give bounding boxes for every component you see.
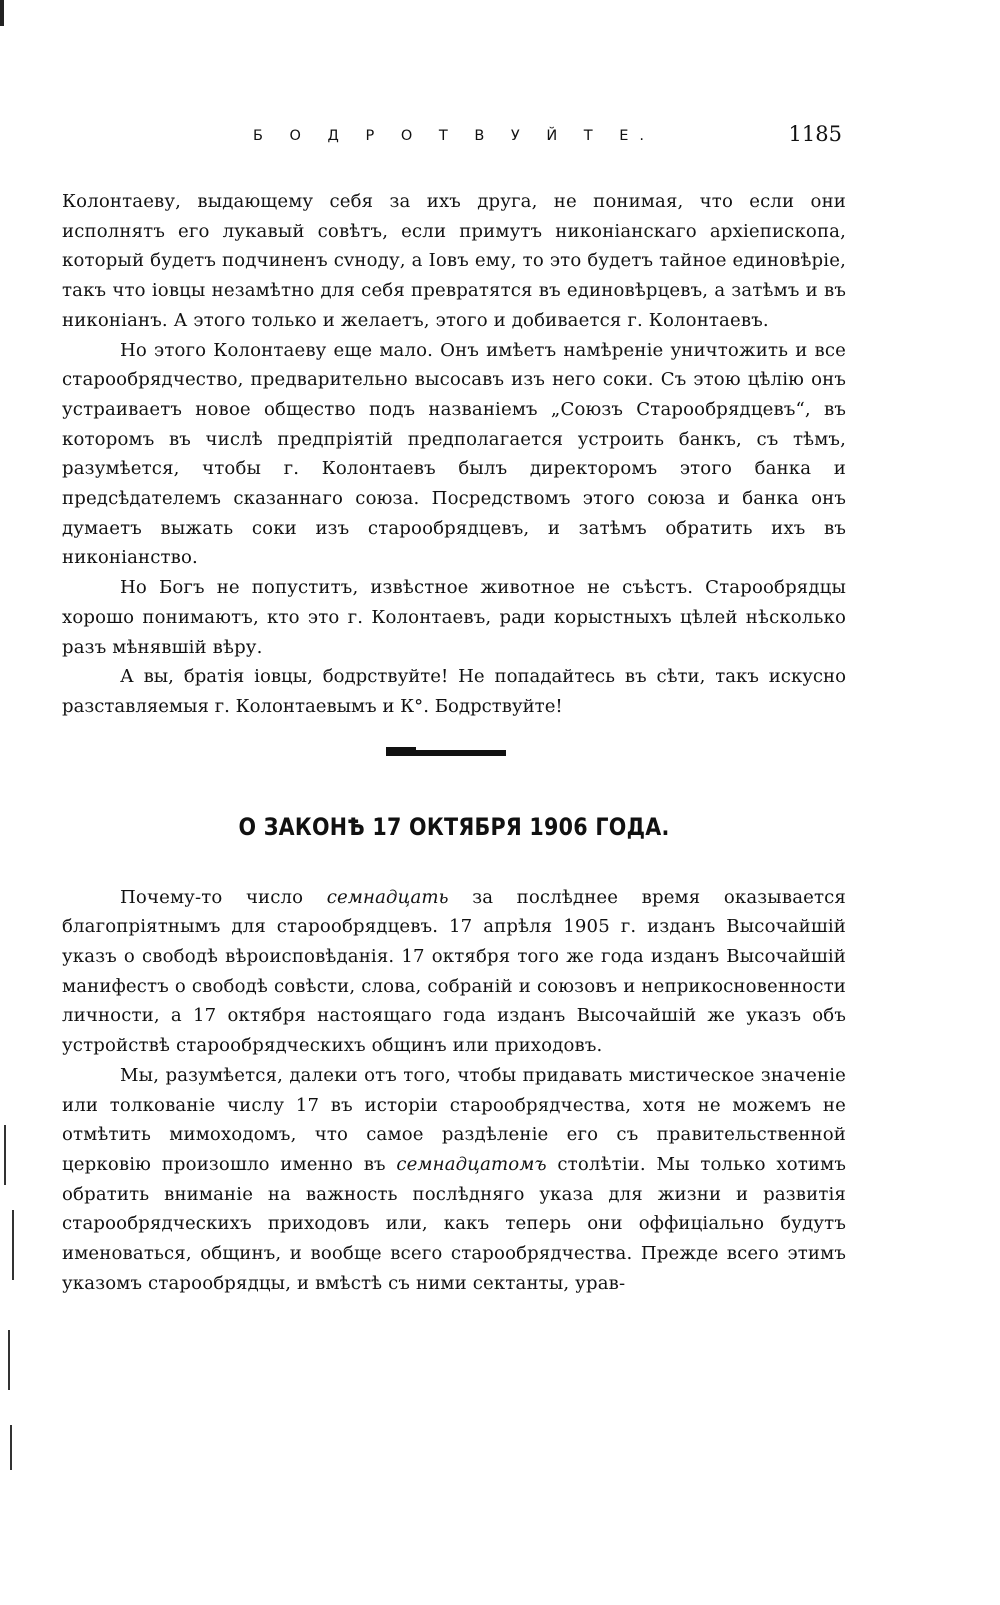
- article-continuation: [62, 187, 846, 722]
- emphasis-semnadtsat: семнадцать: [326, 886, 449, 908]
- page-number: 1185: [788, 122, 842, 146]
- paragraph-4: А вы, братія іовцы, бодрствуйте! Не попадайтесь въ сѣти, такъ искусно разставляемыя г. Колонтаевымъ и К°. Бодрствуйте!: [62, 666, 846, 717]
- page: [62, 118, 846, 1299]
- section-separator: [386, 750, 506, 756]
- section-body: [62, 883, 846, 1299]
- running-head: [62, 118, 846, 158]
- section-paragraph-2: [62, 1061, 846, 1299]
- section-title: О ЗАКОНѢ 17 ОКТЯБРЯ 1906 ГОДА.: [238, 812, 670, 841]
- section-paragraph-2-start: Мы, разумѣется, далеки отъ того, чтобы придавать мистическое значеніе или толкованіе числу 17 въ исторіи старообрядчества, хотя не можемъ не отмѣтить мимоходомъ, что самое раздѣленіе его съ правительственной церковію произошло именно въ: [62, 1064, 846, 1175]
- paragraph-2: Но этого Колонтаеву еще мало. Онъ имѣетъ намѣреніе уничтожить и все старообрядчество, предварительно высосавъ изъ него соки. Съ этою цѣлію онъ устраиваетъ новое общество подъ названіемъ „Союзъ Старообрядцевъ“, въ которомъ въ числѣ предпріятій предполагается устроить банкъ, съ тѣмъ, разумѣется, чтобы г. Колонтаевъ былъ директоромъ этого банка и предсѣдателемъ сказаннаго союза. Посредствомъ этого союза и банка онъ думаетъ выжать соки изъ старообрядцевъ, и затѣмъ обратить ихъ въ никоніанство.: [62, 339, 846, 569]
- emphasis-semnadtsatom: семнадцатомъ: [396, 1153, 547, 1175]
- running-title: Б О Д Р О Т В У Й Т Е.: [252, 128, 656, 144]
- section-paragraph-2-rest: столѣтіи. Мы только хотимъ обратить вниманіе на важность послѣдняго указа для жизни и развитія старообрядческихъ приходовъ или, какъ теперь они оффиціально будутъ именоваться, общинъ, и вообще всего старообрядчества. Прежде всего этимъ указомъ старообрядцы, и вмѣстѣ съ ними сектанты, урав-: [62, 1153, 846, 1294]
- section-paragraph-1-start: Почему-то число: [120, 886, 327, 908]
- section-paragraph-1: [62, 883, 846, 1061]
- margin-scan-marks: [0, 0, 20, 1605]
- paragraph-3: Но Богъ не попуститъ, извѣстное животное не съѣстъ. Старообрядцы хорошо понимаютъ, кто это г. Колонтаевъ, ради корыстныхъ цѣлей нѣсколько разъ мѣнявшій вѣру.: [62, 577, 846, 658]
- section-paragraph-1-rest: за послѣднее время оказывается благопріятнымъ для старообрядцевъ. 17 апрѣля 1905 г. изданъ Высочайшій указъ о свободѣ вѣроисповѣданія. 17 октября того же года изданъ Высочайшій манифестъ о свободѣ совѣсти, слова, собраній и союзовъ и неприкосновенности личности, а 17 октября настоящаго года изданъ Высочайшій же указъ объ устройствѣ старообрядческихъ общинъ или приходовъ.: [62, 886, 846, 1057]
- paragraph-1: Колонтаеву, выдающему себя за ихъ друга, не понимая, что если они исполнятъ его лукавый совѣтъ, если примутъ никоніанскаго архіепископа, который будетъ подчиненъ сvноду, а Іовъ ему, то это будетъ тайное единовѣріе, такъ что іовцы незамѣтно для себя превратятся въ единовѣрцевъ, а затѣмъ и въ никоніанъ. А этого только и желаетъ, этого и добивается г. Колонтаевъ.: [62, 191, 846, 331]
